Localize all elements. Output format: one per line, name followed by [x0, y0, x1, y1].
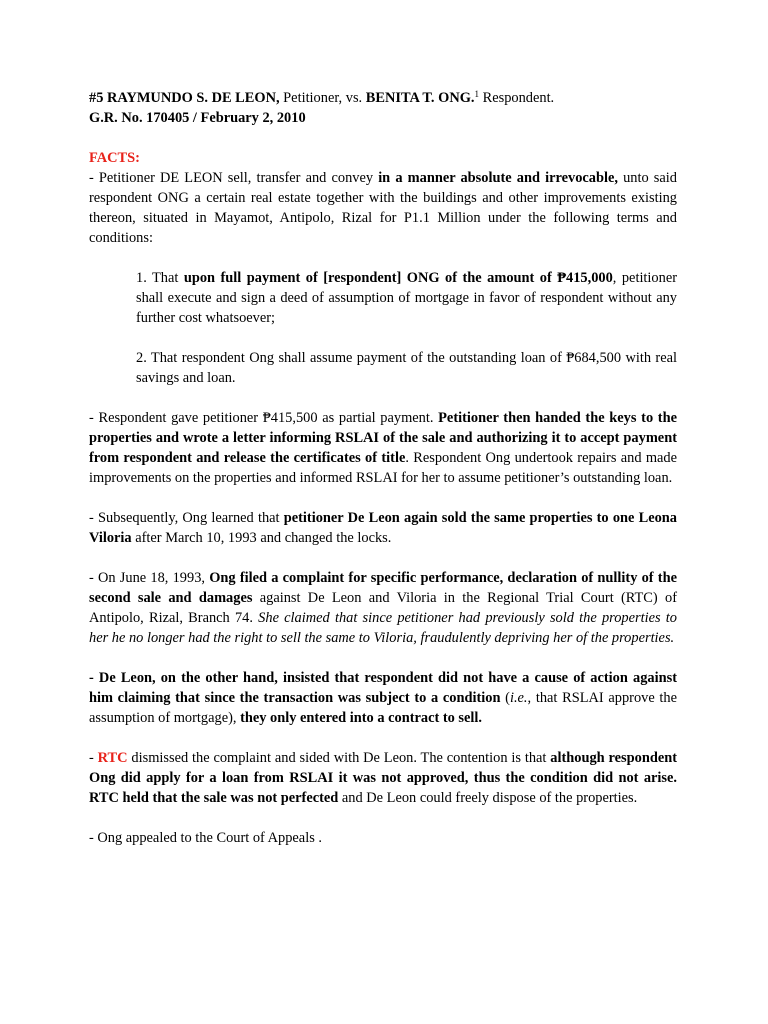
cond1-bold: upon full payment of [respondent] ONG of the amount of ₱415,000: [183, 270, 613, 286]
facts-paragraph-5: [89, 668, 677, 728]
p5-bold-e: they only entered into a contract to sell.: [240, 710, 483, 726]
p1-text-a: - Petitioner DE LEON sell, transfer and convey: [89, 170, 379, 186]
p6-text-e: and De Leon could freely dispose of the properties.: [338, 790, 638, 806]
p7-text: - Ong appealed to the Court of Appeals .: [89, 830, 322, 846]
facts-paragraph-4: [89, 568, 677, 648]
case-number-petitioner: #5 RAYMUNDO S. DE LEON,: [89, 90, 280, 106]
facts-paragraph-1: [89, 168, 677, 248]
p6-rtc-label: RTC: [97, 750, 128, 766]
p6-text-a: -: [89, 750, 98, 766]
condition-1: [136, 268, 677, 328]
p1-text-c: unto said respondent ONG a certain real estate together with the buildings and other improvements existing thereon, situated in Mayamot, Antipolo, Rizal for P1.1 Million under the following terms and conditions:: [89, 170, 677, 246]
facts-heading: FACTS:: [89, 150, 140, 166]
p3-text-a: - Subsequently, Ong learned that: [89, 510, 284, 526]
gr-number-date: [89, 108, 677, 128]
respondent-name: BENITA T. ONG.: [365, 90, 475, 106]
p2-text-c: . Respondent Ong undertook repairs and made improvements on the properties and informed RSLAI for her to assume petitioner’s outstanding loan.: [89, 450, 677, 486]
p5-text-b: (: [500, 690, 510, 706]
facts-paragraph-6: [89, 748, 677, 808]
p4-italic: She claimed that since petitioner had previously sold the properties to her he no longer had the right to sell the same to Viloria, fraudulently depriving her of the properties.: [89, 610, 677, 646]
p4-text-c: against De Leon and Viloria in the Regional Trial Court (RTC) of Antipolo, Rizal, Branch 74.: [89, 590, 677, 626]
case-title: [89, 88, 677, 108]
p6-bold: although respondent Ong did apply for a loan from RSLAI it was not approved, thus the condition did not arise. RTC held that the sale was not perfected: [89, 750, 678, 806]
facts-paragraph-2: [89, 408, 677, 488]
facts-paragraph-3: [89, 508, 677, 548]
cond1-text-a: 1. That: [136, 270, 184, 286]
p1-bold: in a manner absolute and irrevocable,: [378, 170, 618, 186]
p2-text-a: - Respondent gave petitioner ₱415,500 as partial payment.: [89, 410, 439, 426]
p6-text-c: dismissed the complaint and sided with De Leon. The contention is that: [127, 750, 551, 766]
petitioner-role: Petitioner, vs.: [279, 90, 366, 106]
p5-text-d: , that RSLAI approve the assumption of mortgage),: [89, 690, 677, 726]
cond2-text: 2. That respondent Ong shall assume payment of the outstanding loan of ₱684,500 with real savings and loan.: [136, 350, 677, 386]
facts-paragraph-7: [89, 828, 677, 848]
p3-text-c: after March 10, 1993 and changed the locks.: [131, 530, 392, 546]
footnote-link[interactable]: 1: [474, 89, 480, 99]
cond1-text-c: , petitioner shall execute and sign a deed of assumption of mortgage in favor of respondent without any further cost whatsoever;: [136, 270, 678, 326]
p4-bold: Ong filed a complaint for specific performance, declaration of nullity of the second sale and damages: [89, 570, 677, 606]
p3-bold: petitioner De Leon again sold the same properties to one Leona Viloria: [89, 510, 677, 546]
p2-bold: Petitioner then handed the keys to the properties and wrote a letter informing RSLAI of the sale and authorizing it to accept payment from respondent and release the certificates of title: [89, 410, 677, 466]
gr-line: G.R. No. 170405 / February 2, 2010: [89, 110, 306, 126]
p4-text-a: - On June 18, 1993,: [89, 570, 210, 586]
document-page: [89, 88, 677, 848]
respondent-role: Respondent.: [479, 90, 555, 106]
condition-2: [136, 348, 677, 388]
p5-italic: i.e.: [509, 690, 528, 706]
p5-bold-a: - De Leon, on the other hand, insisted that respondent did not have a cause of action against him claiming that since the transaction was subject to a condition: [89, 670, 677, 706]
